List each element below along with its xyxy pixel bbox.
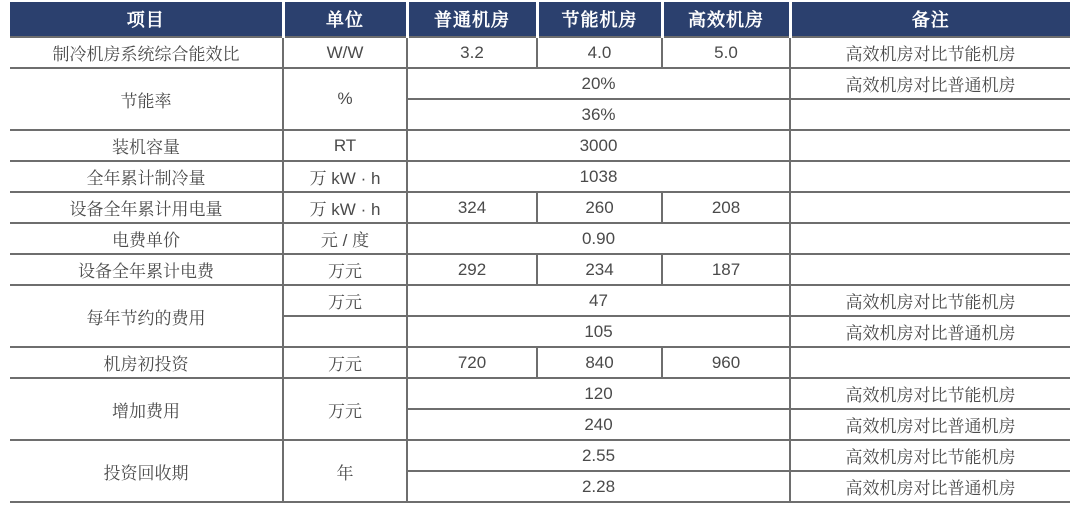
cell-unit: 万 kW · h [283, 161, 407, 192]
table-row [10, 37, 1070, 68]
cell-unit: W/W [283, 37, 407, 68]
cell-unit: 万元 [283, 254, 407, 285]
col-header-energy-saving-room: 节能机房 [537, 2, 662, 37]
col-header-remark: 备注 [790, 2, 1070, 37]
cell-remark: 高效机房对比节能机房 [790, 440, 1070, 471]
cell-remark: 高效机房对比节能机房 [790, 378, 1070, 409]
table-row [10, 161, 1070, 192]
cell-value-high-efficiency: 187 [662, 254, 790, 285]
col-header-item: 项目 [10, 2, 283, 37]
table-row [10, 378, 1070, 409]
cell-remark [790, 130, 1070, 161]
col-header-unit: 单位 [283, 2, 407, 37]
table-row [10, 347, 1070, 378]
cell-item: 每年节约的费用 [10, 285, 283, 347]
cell-unit: 万元 [283, 285, 407, 316]
cell-remark: 高效机房对比节能机房 [790, 285, 1070, 316]
cell-item: 节能率 [10, 68, 283, 130]
machine-room-comparison-table [10, 2, 1070, 503]
cell-value-high-efficiency: 960 [662, 347, 790, 378]
cell-unit: 年 [283, 440, 407, 502]
cell-value-energy-saving: 840 [537, 347, 662, 378]
cell-item: 制冷机房系统综合能效比 [10, 37, 283, 68]
cell-value-merged: 2.55 [407, 440, 790, 471]
table-row [10, 130, 1070, 161]
cell-value-merged: 2.28 [407, 471, 790, 502]
cell-unit: % [283, 68, 407, 130]
cell-value-merged: 0.90 [407, 223, 790, 254]
cell-item: 机房初投资 [10, 347, 283, 378]
cell-value-merged: 3000 [407, 130, 790, 161]
table-row [10, 192, 1070, 223]
cell-item: 电费单价 [10, 223, 283, 254]
cell-remark [790, 99, 1070, 130]
cell-item: 投资回收期 [10, 440, 283, 502]
cell-value-merged: 240 [407, 409, 790, 440]
cell-remark [790, 347, 1070, 378]
cell-value-merged: 105 [407, 316, 790, 347]
cell-value-high-efficiency: 5.0 [662, 37, 790, 68]
table-row [10, 223, 1070, 254]
cell-unit: 万元 [283, 378, 407, 440]
cell-unit [283, 316, 407, 347]
cell-remark [790, 161, 1070, 192]
cell-item: 增加费用 [10, 378, 283, 440]
cell-remark: 高效机房对比普通机房 [790, 409, 1070, 440]
cell-remark: 高效机房对比普通机房 [790, 68, 1070, 99]
cell-value-ordinary: 3.2 [407, 37, 537, 68]
table-row [10, 254, 1070, 285]
cell-value-ordinary: 720 [407, 347, 537, 378]
col-header-high-efficiency-room: 高效机房 [662, 2, 790, 37]
cell-item: 装机容量 [10, 130, 283, 161]
cell-remark [790, 223, 1070, 254]
cell-value-merged: 36% [407, 99, 790, 130]
table-row [10, 285, 1070, 316]
cell-value-ordinary: 292 [407, 254, 537, 285]
table-row [10, 440, 1070, 471]
cell-remark: 高效机房对比普通机房 [790, 316, 1070, 347]
header-row [10, 2, 1070, 37]
cell-remark [790, 192, 1070, 223]
cell-remark: 高效机房对比普通机房 [790, 471, 1070, 502]
cell-item: 设备全年累计电费 [10, 254, 283, 285]
cell-unit: 万元 [283, 347, 407, 378]
cell-value-energy-saving: 234 [537, 254, 662, 285]
cell-value-energy-saving: 260 [537, 192, 662, 223]
cell-value-merged: 120 [407, 378, 790, 409]
cell-unit: 元 / 度 [283, 223, 407, 254]
table-row [10, 68, 1070, 99]
cell-remark [790, 254, 1070, 285]
cell-remark: 高效机房对比节能机房 [790, 37, 1070, 68]
cell-unit: 万 kW · h [283, 192, 407, 223]
cell-value-energy-saving: 4.0 [537, 37, 662, 68]
cell-value-merged: 47 [407, 285, 790, 316]
cell-value-merged: 20% [407, 68, 790, 99]
cell-item: 设备全年累计用电量 [10, 192, 283, 223]
cell-value-ordinary: 324 [407, 192, 537, 223]
cell-value-high-efficiency: 208 [662, 192, 790, 223]
cell-value-merged: 1038 [407, 161, 790, 192]
cell-unit: RT [283, 130, 407, 161]
cell-item: 全年累计制冷量 [10, 161, 283, 192]
col-header-ordinary-room: 普通机房 [407, 2, 537, 37]
